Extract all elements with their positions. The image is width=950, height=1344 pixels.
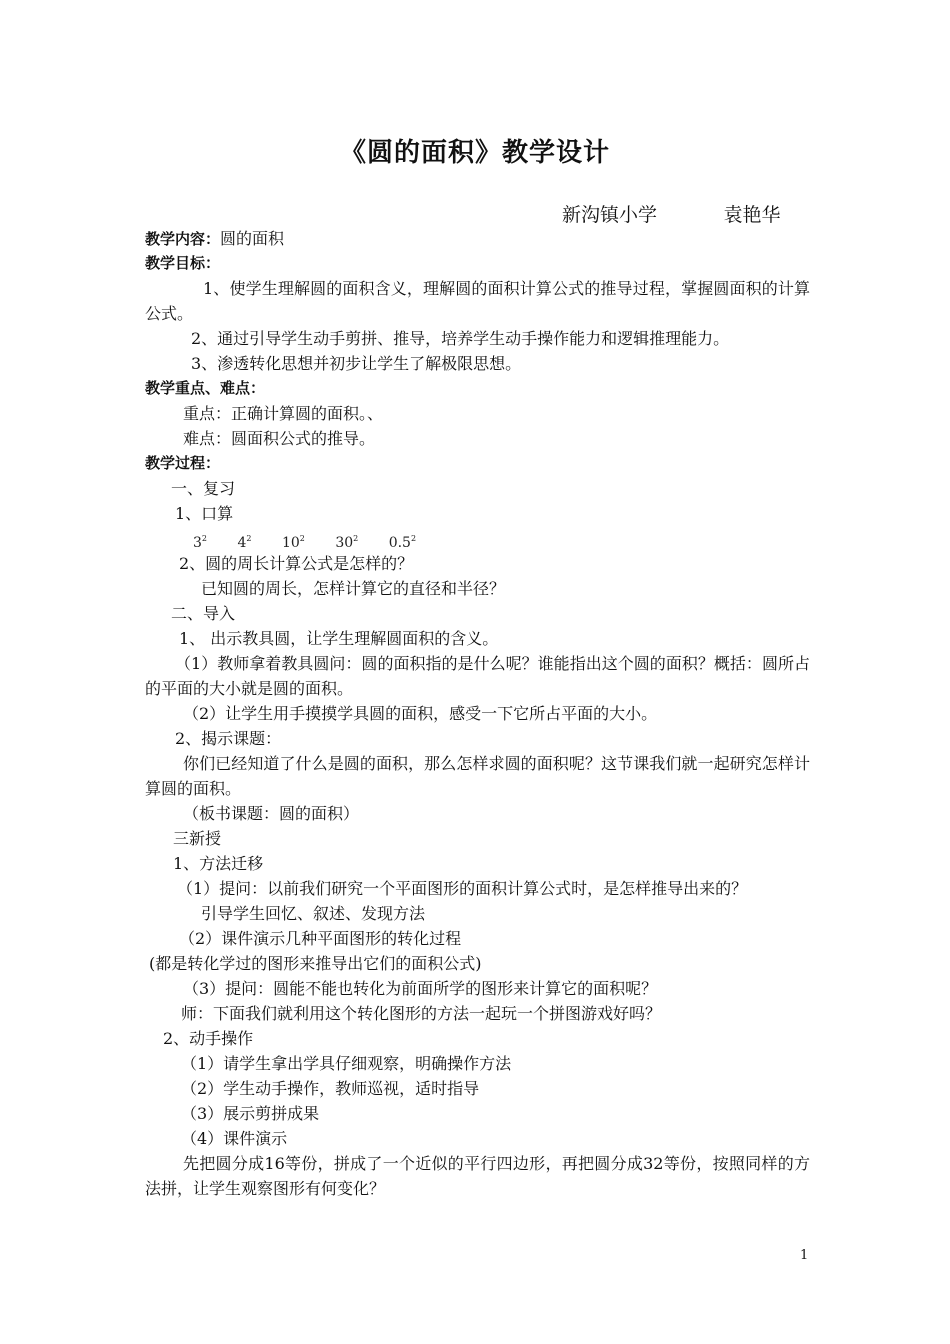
step-line: （3）提问：圆能不能也转化为前面所学的图形来计算它的面积呢？ [183, 979, 658, 998]
step-line: （2）让学生用手摸摸学具圆的面积，感受一下它所占平面的大小。 [183, 704, 658, 723]
step-line: 引导学生回忆、叙述、发现方法 [201, 904, 426, 923]
paragraph: （1）教师拿着教具圆问：圆的面积指的是什么呢？谁能指出这个圆的面积？概括：圆所占的平面的大小就是圆的面积。 [145, 654, 810, 698]
key-heading: 教学重点、难点： [145, 379, 266, 397]
content-label: 教学内容： [145, 230, 221, 248]
goal-item: 1、使学生理解圆的面积含义，理解圆的面积计算公式的推导过程，掌握圆面积的计算公式。 [145, 279, 810, 323]
powers-row [145, 526, 810, 551]
content-line [145, 226, 810, 251]
content-text: 圆的面积 [220, 229, 285, 248]
power-item: $30^2$ [335, 534, 359, 551]
document-body [145, 226, 810, 1201]
section-review: 一、复习 [171, 479, 236, 498]
goal-item: 2、通过引导学生动手剪拼、推导，培养学生动手操作能力和逻辑推理能力。 [191, 329, 730, 348]
paragraph: 先把圆分成16等份，拼成了一个近似的平行四边形，再把圆分成32等份，按照同样的方法拼，让学生观察图形有何变化？ [145, 1154, 810, 1198]
step-line: 师：下面我们就利用这个转化图形的方法一起玩一个拼图游戏好吗？ [181, 1004, 662, 1023]
key-focus: 重点：正确计算圆的面积。、 [183, 404, 384, 423]
step-line: 1、 出示教具圆，让学生理解圆面积的含义。 [179, 629, 499, 648]
power-item: $3^2$ [193, 534, 208, 551]
power-item: $4^2$ [237, 534, 252, 551]
power-item: $0.5^2$ [388, 534, 417, 551]
step-line: （2）学生动手操作，教师巡视，适时指导 [181, 1079, 480, 1098]
section-intro: 二、导入 [171, 604, 236, 623]
paragraph: 你们已经知道了什么是圆的面积，那么怎样求圆的面积呢？这节课我们就一起研究怎样计算圆的面积。 [145, 754, 810, 798]
board-title-line: （板书课题：圆的面积） [183, 804, 360, 823]
step-line: （2）课件演示几种平面图形的转化过程 [179, 929, 462, 948]
process-heading: 教学过程： [145, 454, 221, 472]
section-mental-math: 1、口算 [175, 504, 234, 523]
page-title: 《圆的面积》教学设计 [339, 138, 610, 168]
step-line: 2、揭示课题： [175, 729, 282, 748]
author-name: 袁艳华 [723, 204, 781, 226]
question-line: 已知圆的周长，怎样计算它的直径和半径？ [201, 579, 506, 598]
section-operation: 2、动手操作 [163, 1029, 254, 1048]
step-line: （1）请学生拿出学具仔细观察，明确操作方法 [181, 1054, 512, 1073]
power-item: $10^2$ [281, 534, 305, 551]
author-school: 新沟镇小学 [562, 204, 658, 226]
page-number: 1 [800, 1248, 809, 1263]
section-new: 三新授 [173, 829, 222, 848]
author-line [562, 200, 780, 227]
step-line: (都是转化学过的图形来推导出它们的面积公式) [149, 954, 482, 973]
goal-item: 3、渗透转化思想并初步让学生了解极限思想。 [191, 354, 522, 373]
step-line: （3）展示剪拼成果 [181, 1104, 320, 1123]
paragraph: （1）提问：以前我们研究一个平面图形的面积计算公式时，是怎样推导出来的？ [177, 879, 748, 898]
step-line: （4）课件演示 [181, 1129, 288, 1148]
goals-heading: 教学目标： [145, 254, 221, 272]
question-line: 2、圆的周长计算公式是怎样的？ [179, 554, 414, 573]
step-line: 1、方法迁移 [173, 854, 264, 873]
key-difficulty: 难点：圆面积公式的推导。 [183, 429, 376, 448]
